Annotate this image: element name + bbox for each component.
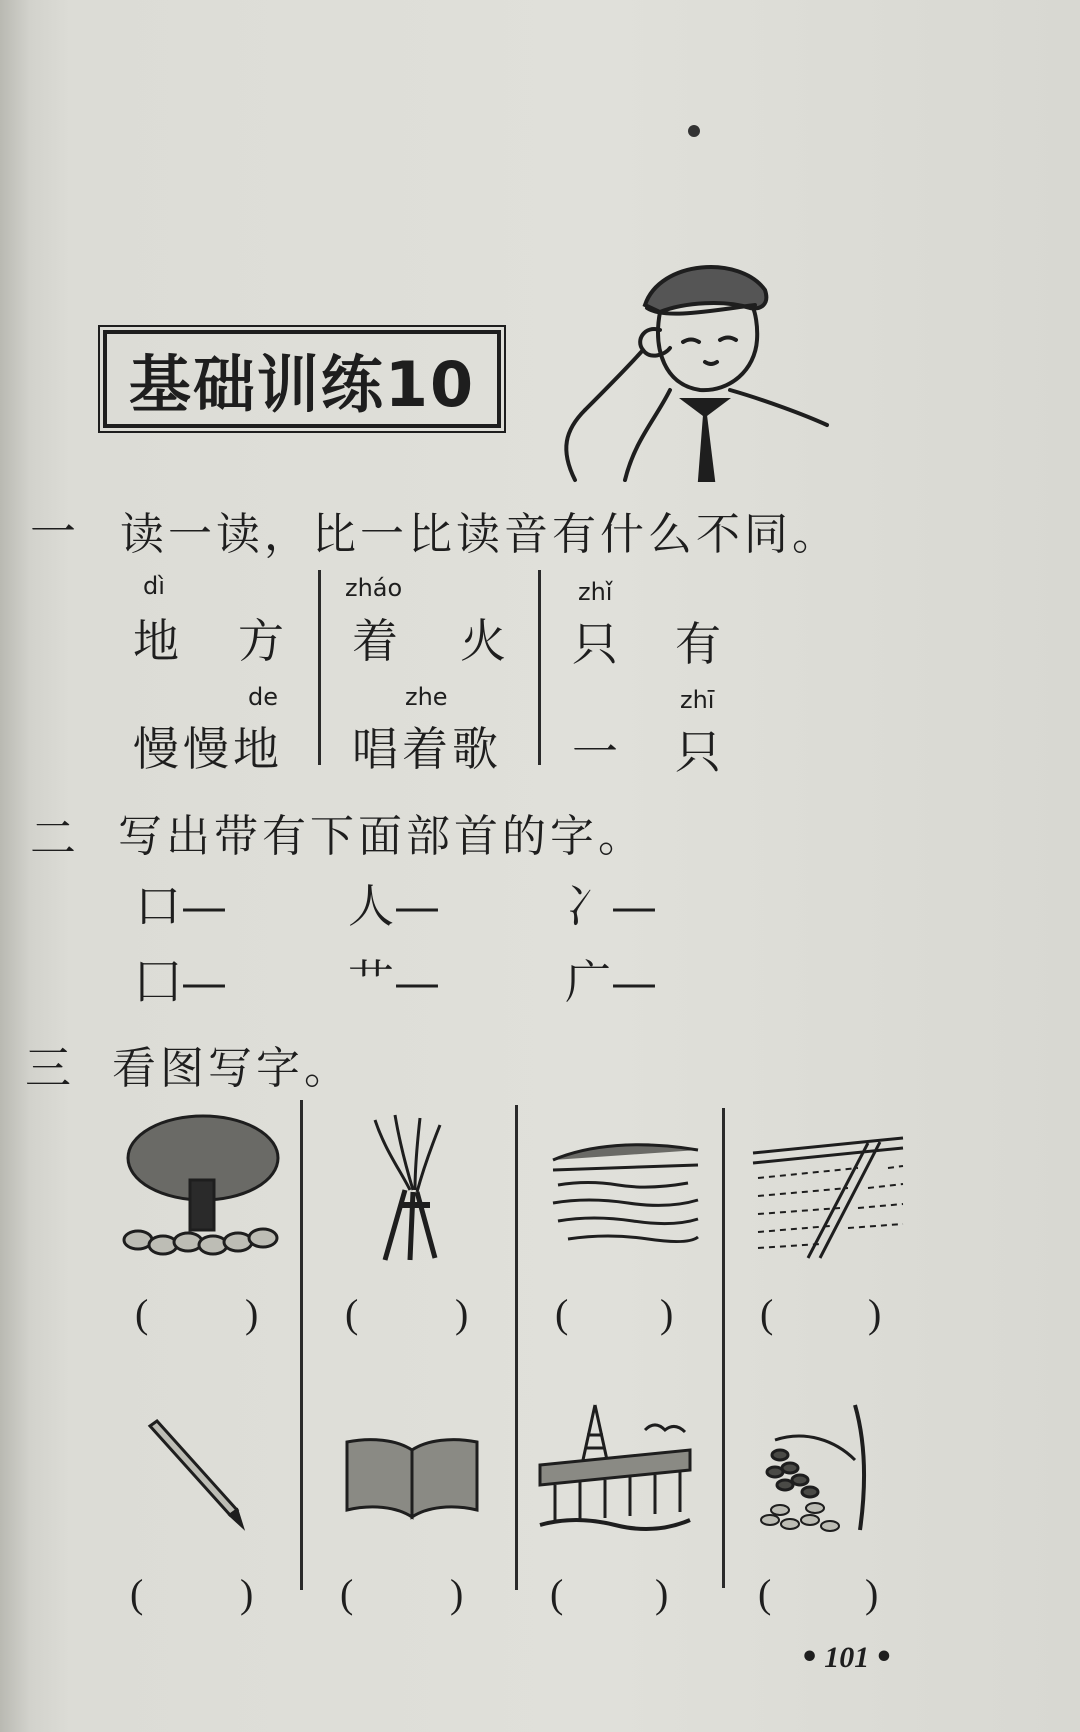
- radical-guang: 广—: [565, 955, 657, 1009]
- divider-2: [538, 570, 541, 765]
- char-zhi-measure: 只: [675, 725, 721, 779]
- word-changzhege: 唱着歌: [352, 722, 502, 776]
- answer-paren-6-close: ): [450, 1571, 464, 1616]
- field-icon: [748, 1118, 908, 1263]
- char-you: 有: [675, 617, 721, 671]
- answer-paren-5-close: ): [240, 1571, 254, 1616]
- answer-paren-2-open: (: [345, 1291, 359, 1336]
- answer-paren-7-open: (: [550, 1571, 564, 1616]
- pinyin-zhe: zhe: [405, 683, 448, 711]
- answer-paren-8-open: (: [758, 1571, 772, 1616]
- book-icon: [342, 1432, 482, 1522]
- tree-icon: [118, 1110, 288, 1260]
- answer-paren-4-open: (: [760, 1291, 774, 1336]
- radical-ren: 人—: [348, 879, 440, 933]
- wheat-sheaf-icon: [355, 1110, 455, 1265]
- answer-paren-6-open: (: [340, 1571, 354, 1616]
- section3-instruction: 看图写字。: [112, 1043, 352, 1094]
- answer-paren-2-close: ): [455, 1291, 469, 1336]
- radical-kou: 口—: [135, 879, 227, 933]
- ink-spot: [688, 125, 700, 137]
- picture-divider-3: [722, 1108, 725, 1588]
- answer-paren-1-open: (: [135, 1291, 149, 1336]
- answer-paren-4-close: ): [868, 1291, 882, 1336]
- char-di: 地: [133, 614, 179, 668]
- radical-bing: 冫—: [565, 879, 657, 933]
- char-zhi: 只: [572, 617, 618, 671]
- answer-paren-7-close: ): [655, 1571, 669, 1616]
- boy-saluting-icon: [565, 250, 835, 485]
- divider-1: [318, 570, 321, 765]
- rice-icon: [755, 1400, 890, 1535]
- section1-instruction: 读一读，比一比读音有什么不同。: [120, 509, 840, 560]
- char-fang: 方: [238, 614, 284, 668]
- char-zhao: 着: [352, 614, 398, 668]
- answer-paren-1-close: ): [245, 1291, 259, 1336]
- section1-number: 一: [30, 505, 76, 559]
- page-number-value: 101: [824, 1641, 870, 1674]
- section2-number: 二: [30, 811, 76, 865]
- picture-divider-2: [515, 1105, 518, 1590]
- word-manmandi: 慢慢地: [133, 722, 283, 776]
- radical-wei: 囗—: [135, 955, 227, 1009]
- section2-instruction: 写出带有下面部首的字。: [118, 811, 646, 862]
- page-number-dot-left: •: [800, 1640, 820, 1675]
- answer-paren-8-close: ): [865, 1571, 879, 1616]
- dam-icon: [535, 1400, 695, 1535]
- pinyin-zhao: zháo: [345, 574, 403, 602]
- picture-divider-1: [300, 1100, 303, 1590]
- answer-paren-3-close: ): [660, 1291, 674, 1336]
- pinyin-zhi1: zhī: [680, 686, 715, 714]
- page-title: 基础训练10: [103, 330, 501, 428]
- char-huo: 火: [460, 614, 506, 668]
- pinyin-zhi3: zhǐ: [578, 578, 613, 606]
- pencil-icon: [145, 1418, 245, 1528]
- answer-paren-5-open: (: [130, 1571, 144, 1616]
- page-number: [800, 1640, 894, 1675]
- pinyin-de: de: [248, 683, 278, 711]
- answer-paren-3-open: (: [555, 1291, 569, 1336]
- page-number-dot-right: •: [874, 1640, 894, 1675]
- pinyin-di: dì: [143, 572, 165, 600]
- radical-cao: 艹—: [348, 955, 440, 1009]
- char-yi: 一: [572, 725, 618, 779]
- river-icon: [548, 1125, 703, 1255]
- section3-number: 三: [25, 1041, 71, 1095]
